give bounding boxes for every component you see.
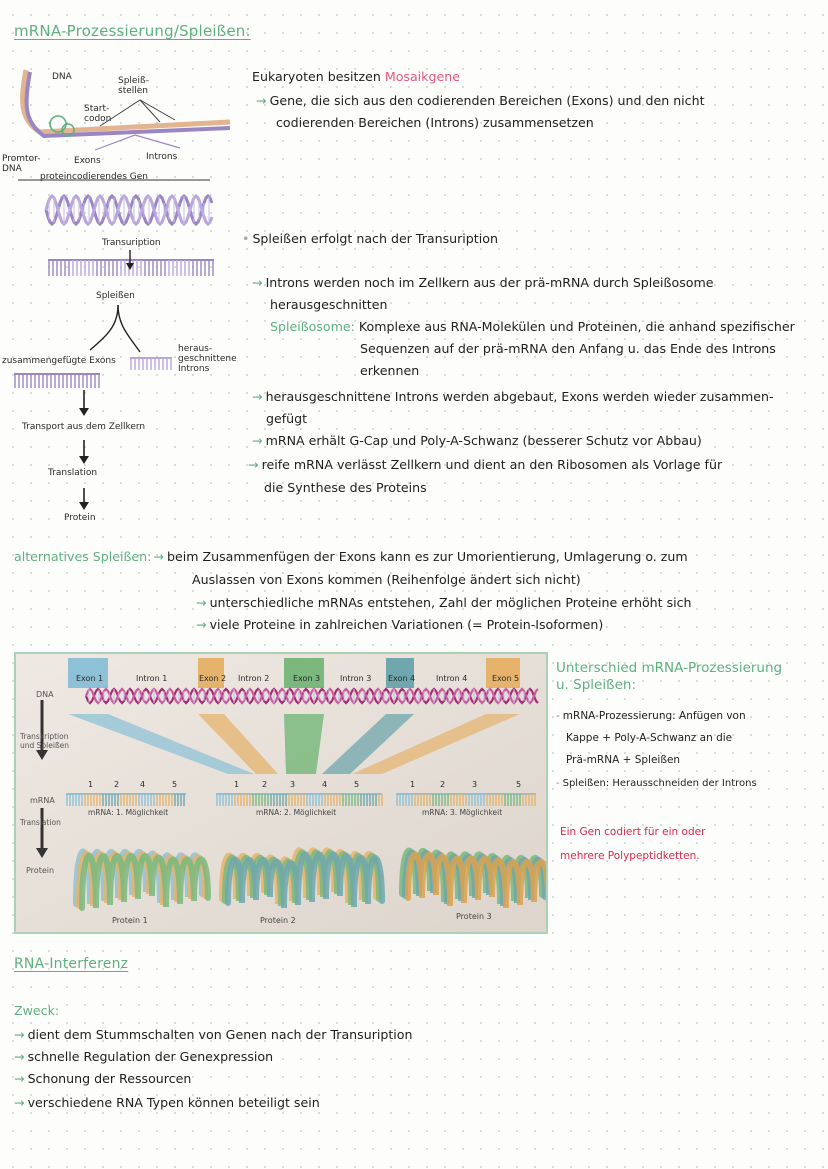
label-cut-introns-2: geschnittene [178,354,237,364]
alt-splicing-bullet-1: → unterschiedliche mRNAs entstehen, Zahl der möglichen Proteine erhöht sich [196,595,692,610]
rnai-title: RNA-Interferenz [14,956,129,972]
arrow-down-icon [79,456,89,464]
cut-introns-icon [130,358,172,370]
exon-label-3: Exon 3 [293,674,321,683]
cap-line: → mRNA erhält G-Cap und Poly-A-Schwanz (besserer Schutz vor Abbau) [252,433,702,448]
difference-item-1-line-2: Kappe + Poly-A-Schwanz an die [566,732,733,744]
arrow-down-icon [79,408,89,416]
exon-label-1: Exon 1 [76,674,104,683]
label-promoter-2: DNA [2,164,22,174]
alt-splicing-line-1: alternatives Spleißen: → beim Zusammenfügen der Exons kann es zur Umorientierung, Umlagerung o. zum [14,549,688,564]
label-exons: Exons [74,156,101,166]
rnai-bullet-1: → dient dem Stummschalten von Genen nach der Transuription [14,1027,413,1042]
conclusion-line-1: Ein Gen codiert für ein oder [560,826,706,838]
rnai-bullet-2: → schnelle Regulation der Genexpression [14,1049,274,1064]
label-cut-introns-3: Introns [178,364,210,374]
page-title: mRNA-Prozessierung/Spleißen: [14,22,251,40]
label-introns: Introns [146,152,178,162]
label-protein: Protein [64,513,96,523]
protein-caption-3: Protein 3 [456,912,492,921]
double-helix-icon [46,196,212,224]
mrna-caption-1: mRNA: 1. Möglichkeit [88,808,169,817]
spliceosome-line-3: erkennen [360,363,420,378]
mosaic-line-2: codierenden Bereichen (Introns) zusammensetzen [276,115,594,130]
label-start-codon-2: codon [84,114,112,124]
difference-item-1-line-3: Prä-mRNA + Spleißen [566,754,681,766]
figure-dna-label: DNA [36,690,54,699]
label-translation: Translation [48,468,98,478]
exon-label-5: Exon 5 [492,674,520,683]
protein-caption-2: Protein 2 [260,916,296,925]
difference-heading-1: Unterschied mRNA-Prozessierung [556,660,783,676]
intron-label-4: Intron 4 [436,674,468,683]
joined-exons-icon [14,374,100,388]
exon-label-4: Exon 4 [388,674,416,683]
alt-splicing-line-2: Auslassen von Exons kommen (Reihenfolge ändert sich nicht) [192,572,581,587]
figure-transcription-label-1: Transkription [20,732,69,741]
label-splice-sites-2: stellen [118,86,148,96]
label-cut-introns-1: heraus- [178,344,213,354]
conclusion-line-2: mehrere Polypeptidketten. [560,850,700,862]
degraded-line-1: → herausgeschnittene Introns werden abgebaut, Exons werden wieder zusammen- [252,389,774,404]
protein-caption-1: Protein 1 [112,916,148,925]
introns-line-1: → Introns werden noch im Zellkern aus der prä-mRNA durch Spleißosome [252,275,714,290]
intron-label-1: Intron 1 [136,674,168,683]
spliceosome-line-1: Spleißosome: Komplexe aus RNA-Molekülen und Proteinen, die anhand spezifischer [270,319,795,334]
label-gene: proteincodierendes Gen [40,172,148,182]
mrna-caption-2: mRNA: 2. Möglichkeit [256,808,337,817]
degraded-line-2: gefügt [266,411,308,426]
arrow-down-icon [79,502,89,510]
label-splicing: Spleißen [96,291,135,301]
introns-line-2: herausgeschnitten [270,297,388,312]
label-start-codon-1: Start- [84,104,110,114]
figure-mrna-label: mRNA [30,796,55,805]
splicing-figure-graphic [16,654,546,932]
figure-transcription-label-2: und Spleißen [20,741,70,750]
label-dna: DNA [52,72,72,82]
mrna-caption-3: mRNA: 3. Möglichkeit [422,808,503,817]
mature-line-2: die Synthese des Proteins [264,480,427,495]
label-splice-sites-1: Spleiß- [118,76,150,86]
figure-translation-label: Translation [20,818,61,827]
splicing-figure: Exon 1 Exon 2 Exon 3 Exon 4 Exon 5 Intron 1 Intron 2 Intron 3 Intron 4 DNA Transkription und Spleißen mRNA Translation Protein mRNA: 1. Möglichkeit mRNA: 2. Möglichkeit mRNA: 3. Möglichkeit 1 2 4 5 1 2 3 4 5 1 2 3 5 Protein 1 Protein 2 Protein 3 [14,652,548,934]
rnai-bullet-3: → Schonung der Ressourcen [14,1071,192,1086]
label-transport: Transport aus dem Zellkern [22,422,146,432]
intron-label-3: Intron 3 [340,674,372,683]
label-joined-exons: zusammengefügte Exons [2,356,116,366]
mosaic-heading: Eukaryoten besitzen Mosaikgene [252,69,460,84]
exon-label-2: Exon 2 [199,674,227,683]
spliceosome-line-2: Sequenzen auf der prä-mRNA den Anfang u. das Ende des Introns [360,341,776,356]
splicing-point: • Spleißen erfolgt nach der Transuription [242,231,498,246]
label-promoter-1: Promtor- [2,154,41,164]
mature-line-1: → reife mRNA verlässt Zellkern und dient an den Ribosomen als Vorlage für [248,457,723,472]
figure-protein-label: Protein [26,866,55,875]
difference-item-2: - Spleißen: Herausschneiden der Introns [556,778,757,789]
rnai-bullet-4: → verschiedene RNA Typen können beteiligt sein [14,1095,320,1110]
alt-splicing-bullet-2: → viele Proteine in zahlreichen Variationen (= Protein-Isoformen) [196,617,604,632]
intron-label-2: Intron 2 [238,674,270,683]
difference-heading-2: u. Spleißen: [556,677,636,693]
difference-item-1-line-1: - mRNA-Prozessierung: Anfügen von [556,710,746,722]
rnai-purpose-label: Zweck: [14,1003,60,1018]
mosaic-line-1: → Gene, die sich aus den codierenden Bereichen (Exons) und den nicht [256,93,705,108]
label-transcription: Transuription [102,238,161,248]
